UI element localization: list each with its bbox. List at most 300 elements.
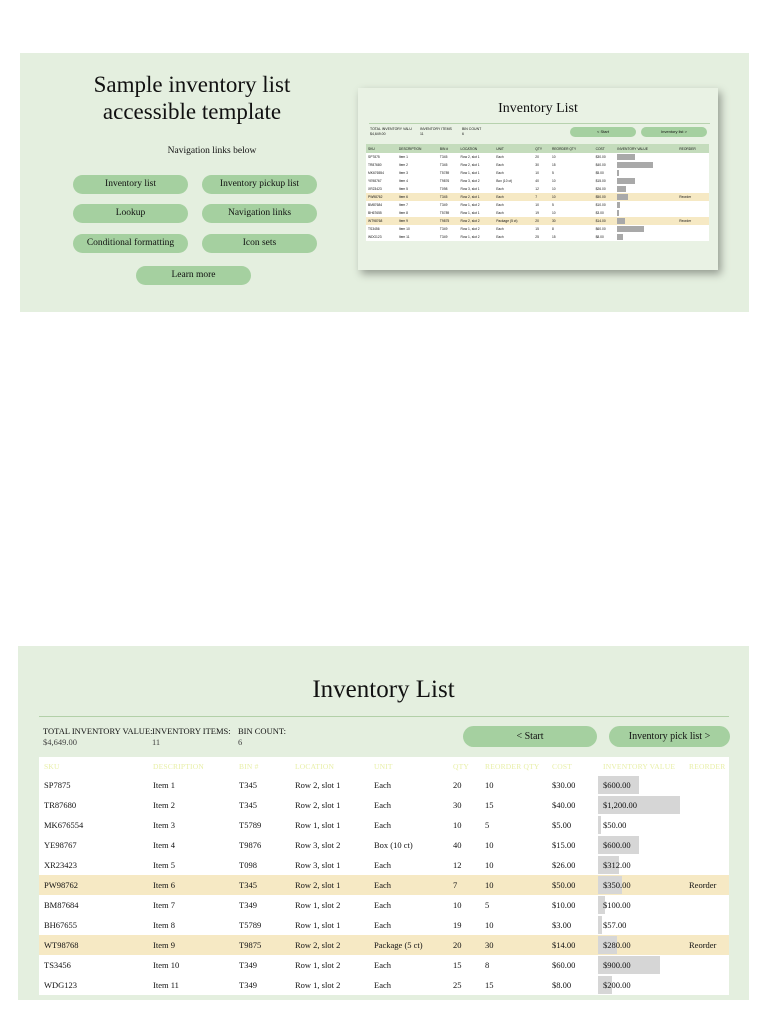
thumbnail-cell: TS3456 bbox=[368, 227, 380, 231]
thumbnail-reorder-cell: Reorder bbox=[679, 195, 692, 199]
table-row[interactable] bbox=[39, 955, 729, 975]
thumbnail-cell: $15.00 bbox=[595, 179, 606, 183]
cell-cost[interactable]: $14.00 bbox=[547, 935, 598, 955]
thumbnail-column-header: QTY bbox=[533, 144, 550, 153]
cell-inventory-value[interactable] bbox=[598, 815, 684, 835]
thumbnail-cell: $10.00 bbox=[595, 203, 606, 207]
cell-reorder[interactable] bbox=[684, 795, 729, 815]
start-button[interactable]: < Start bbox=[463, 726, 597, 747]
inventory-pick-list-button[interactable]: Inventory pick list > bbox=[609, 726, 730, 747]
cell-sku[interactable]: TR87680 bbox=[39, 795, 148, 815]
thumbnail-cell: T345 bbox=[439, 195, 448, 199]
thumbnail-cell: $50.00 bbox=[595, 195, 606, 199]
thumbnail-reorder-cell bbox=[677, 209, 709, 217]
cell-sku[interactable]: XR23423 bbox=[39, 855, 148, 875]
thumbnail-reorder-cell bbox=[677, 225, 709, 233]
cell-unit[interactable]: Each bbox=[369, 955, 448, 975]
cell-reorder-qty[interactable]: 10 bbox=[480, 875, 547, 895]
cell-reorder-qty[interactable]: 30 bbox=[480, 935, 547, 955]
thumbnail-cell: Row 1, slot 1 bbox=[460, 171, 480, 175]
cell-reorder[interactable] bbox=[684, 775, 729, 795]
cell-unit[interactable]: Each bbox=[369, 855, 448, 875]
thumbnail-cell: 10 bbox=[551, 179, 556, 183]
cell-inventory-value[interactable] bbox=[598, 935, 684, 955]
cell-description[interactable]: Item 6 bbox=[148, 875, 234, 895]
thumbnail-cell: Each bbox=[496, 235, 504, 239]
thumbnail-value-bar bbox=[617, 154, 635, 160]
thumbnail-value-bar bbox=[617, 194, 628, 200]
thumbnail-column-header: SKU bbox=[366, 144, 397, 153]
thumbnail-cell: Item 11 bbox=[398, 235, 410, 239]
cell-bin[interactable]: T345 bbox=[234, 775, 290, 795]
cell-cost[interactable]: $5.00 bbox=[547, 815, 598, 835]
thumbnail-value-bar bbox=[617, 210, 619, 216]
thumbnail-column-header: REORDER QTY bbox=[550, 144, 594, 153]
column-header-qty[interactable]: QTY bbox=[448, 757, 480, 775]
cell-inventory-value[interactable] bbox=[598, 835, 684, 855]
thumbnail-cell: 40 bbox=[535, 179, 539, 183]
cell-inventory-value[interactable] bbox=[598, 775, 684, 795]
inventory-value-text: $600.00 bbox=[603, 780, 631, 790]
thumbnail-cell: T349 bbox=[439, 227, 448, 231]
table-row[interactable] bbox=[39, 855, 729, 875]
thumbnail-cell: PW98762 bbox=[368, 195, 383, 199]
table-row[interactable] bbox=[39, 915, 729, 935]
cell-inventory-value[interactable] bbox=[598, 915, 684, 935]
page-title: Inventory List bbox=[312, 676, 455, 703]
thumbnail-cell: Item 2 bbox=[398, 163, 409, 167]
thumbnail-reorder-cell bbox=[677, 233, 709, 241]
thumbnail-column-header: COST bbox=[594, 144, 616, 153]
cell-sku[interactable]: BM87684 bbox=[39, 895, 148, 915]
thumbnail-cell: WT98768 bbox=[368, 219, 383, 223]
thumbnail-value-cell bbox=[615, 185, 677, 193]
cell-reorder-qty[interactable]: 5 bbox=[480, 815, 547, 835]
thumbnail-cell: Row 3, slot 2 bbox=[460, 179, 480, 183]
cell-reorder-qty[interactable]: 15 bbox=[480, 795, 547, 815]
cell-location[interactable]: Row 2, slot 1 bbox=[290, 795, 369, 815]
thumbnail-row bbox=[366, 233, 709, 241]
thumbnail-row bbox=[366, 225, 709, 233]
table-row[interactable] bbox=[39, 775, 729, 795]
thumbnail-row bbox=[366, 169, 709, 177]
inventory-value-bar bbox=[598, 816, 601, 834]
thumbnail-cell: Item 4 bbox=[398, 179, 409, 183]
inventory-value-text: $50.00 bbox=[603, 820, 627, 830]
thumbnail-cell: 5 bbox=[551, 171, 554, 175]
title-divider bbox=[39, 716, 729, 717]
cell-bin[interactable]: T9876 bbox=[234, 835, 290, 855]
summary-label: BIN COUNT: bbox=[238, 726, 286, 736]
cell-cost[interactable]: $3.00 bbox=[547, 915, 598, 935]
cell-bin[interactable]: T345 bbox=[234, 875, 290, 895]
thumbnail-cell: Item 1 bbox=[398, 155, 409, 159]
thumbnail-reorder-cell bbox=[677, 169, 709, 177]
inventory-value-text: $900.00 bbox=[603, 960, 631, 970]
cell-unit[interactable]: Each bbox=[369, 975, 448, 995]
thumbnail-cell: $40.00 bbox=[595, 163, 606, 167]
thumbnail-divider bbox=[369, 123, 710, 124]
thumbnail-cell: Each bbox=[496, 195, 504, 199]
thumbnail-summary-total: TOTAL INVENTORY VALU $4,649.00 bbox=[370, 127, 412, 136]
thumbnail-row bbox=[366, 209, 709, 217]
cell-qty[interactable]: 30 bbox=[448, 795, 480, 815]
inventory-list-thumbnail bbox=[358, 88, 718, 270]
cell-reorder-qty[interactable]: 10 bbox=[480, 855, 547, 875]
cell-unit[interactable]: Each bbox=[369, 795, 448, 815]
thumbnail-cell: Item 9 bbox=[398, 219, 409, 223]
thumbnail-row bbox=[366, 201, 709, 209]
thumbnail-value-cell bbox=[615, 193, 677, 201]
thumbnail-reorder-cell bbox=[677, 153, 709, 161]
column-header-sku[interactable]: SKU bbox=[39, 757, 148, 775]
thumbnail-cell: Item 3 bbox=[398, 171, 409, 175]
cell-reorder-qty[interactable]: 5 bbox=[480, 895, 547, 915]
thumbnail-cell: Each bbox=[496, 163, 504, 167]
cell-reorder[interactable] bbox=[684, 975, 729, 995]
thumbnail-cell: Box (10 ct) bbox=[496, 179, 513, 183]
thumbnail-cell: $5.00 bbox=[595, 171, 604, 175]
thumbnail-cell: Each bbox=[496, 227, 504, 231]
summary-inventory-items bbox=[152, 726, 231, 748]
column-header-reorder[interactable]: REORDER bbox=[684, 757, 729, 775]
cell-cost[interactable]: $26.00 bbox=[547, 855, 598, 875]
thumbnail-cell: YE98767 bbox=[368, 179, 382, 183]
cell-sku[interactable]: PW98762 bbox=[39, 875, 148, 895]
summary-total-value bbox=[43, 726, 153, 748]
column-header-unit[interactable]: UNIT bbox=[369, 757, 448, 775]
cell-qty[interactable]: 20 bbox=[448, 935, 480, 955]
cell-description[interactable]: Item 7 bbox=[148, 895, 234, 915]
cell-reorder-qty[interactable]: 10 bbox=[480, 775, 547, 795]
cell-reorder[interactable] bbox=[684, 835, 729, 855]
thumbnail-cell: MK676554 bbox=[368, 171, 384, 175]
cell-cost[interactable]: $30.00 bbox=[547, 775, 598, 795]
cell-inventory-value[interactable] bbox=[598, 895, 684, 915]
thumbnail-cell: 20 bbox=[535, 155, 539, 159]
cell-sku[interactable]: MK676554 bbox=[39, 815, 148, 835]
cell-inventory-value[interactable] bbox=[598, 795, 684, 815]
cell-bin[interactable]: T349 bbox=[234, 975, 290, 995]
nav-button-conditional-formatting[interactable]: Conditional formatting bbox=[73, 234, 188, 253]
thumbnail-cell: T349 bbox=[439, 235, 448, 239]
thumbnail-value-cell bbox=[615, 161, 677, 169]
cell-qty[interactable]: 20 bbox=[448, 775, 480, 795]
thumbnail-reorder-cell bbox=[677, 201, 709, 209]
column-header-description[interactable]: DESCRIPTION bbox=[148, 757, 234, 775]
thumbnail-cell: BH67655 bbox=[368, 211, 382, 215]
cell-cost[interactable]: $10.00 bbox=[547, 895, 598, 915]
thumbnail-cell: WDG123 bbox=[368, 235, 382, 239]
cell-qty[interactable]: 40 bbox=[448, 835, 480, 855]
thumbnail-reorder-cell bbox=[677, 161, 709, 169]
thumbnail-cell: Row 2, slot 2 bbox=[460, 219, 480, 223]
thumbnail-summary-items: INVENTORY ITEMS 11 bbox=[420, 127, 452, 136]
thumbnail-cell: T349 bbox=[439, 203, 448, 207]
cell-bin[interactable]: T349 bbox=[234, 955, 290, 975]
thumbnail-cell: 15 bbox=[535, 227, 539, 231]
thumbnail-cell: T098 bbox=[439, 187, 448, 191]
thumbnail-cell: 30 bbox=[535, 163, 539, 167]
cell-reorder[interactable]: Reorder bbox=[684, 875, 729, 895]
thumbnail-cell: Item 7 bbox=[398, 203, 409, 207]
thumbnail-summary-bins: BIN COUNT 6 bbox=[462, 127, 482, 136]
thumbnail-start-button: < Start bbox=[570, 127, 636, 137]
nav-button-navigation-links[interactable]: Navigation links bbox=[202, 204, 317, 223]
column-header-inventory-value[interactable]: INVENTORY VALUE bbox=[598, 757, 684, 775]
cell-unit[interactable]: Each bbox=[369, 815, 448, 835]
thumbnail-value-cell bbox=[615, 233, 677, 241]
thumbnail-column-header: DESCRIPTION bbox=[397, 144, 438, 153]
summary-bin-count bbox=[238, 726, 286, 748]
thumbnail-cell: XR23423 bbox=[368, 187, 382, 191]
column-header-bin[interactable]: BIN # bbox=[234, 757, 290, 775]
summary-value: $4,649.00 bbox=[43, 737, 77, 747]
thumbnail-column-header: INVENTORY VALUE bbox=[615, 144, 677, 153]
thumbnail-value-bar bbox=[617, 202, 620, 208]
cell-unit[interactable]: Each bbox=[369, 895, 448, 915]
column-header-reorder-qty[interactable]: REORDER QTY bbox=[480, 757, 547, 775]
cell-reorder-qty[interactable]: 8 bbox=[480, 955, 547, 975]
thumbnail-cell: T5789 bbox=[439, 171, 450, 175]
inventory-value-text: $600.00 bbox=[603, 840, 631, 850]
thumbnail-title: Inventory List bbox=[498, 101, 578, 116]
inventory-value-text: $57.00 bbox=[603, 920, 627, 930]
thumbnail-row bbox=[366, 161, 709, 169]
inventory-value-text: $1,200.00 bbox=[603, 800, 637, 810]
thumbnail-value-cell bbox=[615, 201, 677, 209]
cell-sku[interactable]: BH67655 bbox=[39, 915, 148, 935]
cell-qty[interactable]: 10 bbox=[448, 815, 480, 835]
thumbnail-cell: 20 bbox=[535, 219, 539, 223]
learn-more-button[interactable]: Learn more bbox=[136, 266, 251, 285]
nav-button-inventory-list[interactable]: Inventory list bbox=[73, 175, 188, 194]
thumbnail-cell: $8.00 bbox=[595, 235, 604, 239]
thumbnail-row bbox=[366, 185, 709, 193]
thumbnail-column-header: LOCATION bbox=[459, 144, 495, 153]
thumbnail-cell: 10 bbox=[551, 187, 556, 191]
cell-location[interactable]: Row 1, slot 2 bbox=[290, 975, 369, 995]
thumbnail-cell: T9876 bbox=[439, 179, 450, 183]
cell-reorder[interactable] bbox=[684, 815, 729, 835]
thumbnail-column-header: BIN # bbox=[438, 144, 459, 153]
thumbnail-cell: T345 bbox=[439, 163, 448, 167]
thumbnail-value-bar bbox=[617, 170, 619, 176]
thumbnail-cell: Row 1, slot 2 bbox=[460, 235, 480, 239]
cell-unit[interactable]: Each bbox=[369, 875, 448, 895]
cell-sku[interactable]: SP7875 bbox=[39, 775, 148, 795]
thumbnail-cell: T5789 bbox=[439, 211, 450, 215]
thumbnail-reorder-cell bbox=[677, 177, 709, 185]
thumbnail-cell: 10 bbox=[535, 171, 539, 175]
cell-description[interactable]: Item 4 bbox=[148, 835, 234, 855]
column-header-cost[interactable]: COST bbox=[547, 757, 598, 775]
summary-value: 11 bbox=[152, 737, 161, 747]
table-row[interactable] bbox=[39, 895, 729, 915]
thumbnail-cell: Each bbox=[496, 155, 504, 159]
table-row[interactable] bbox=[39, 835, 729, 855]
thumbnail-row bbox=[366, 153, 709, 161]
thumbnail-cell: 12 bbox=[535, 187, 539, 191]
cell-bin[interactable]: T5789 bbox=[234, 815, 290, 835]
thumbnail-cell: 10 bbox=[551, 211, 556, 215]
thumbnail-cell: Package (5 ct) bbox=[496, 219, 518, 223]
cell-description[interactable]: Item 11 bbox=[148, 975, 234, 995]
cell-location[interactable]: Row 1, slot 1 bbox=[290, 815, 369, 835]
cell-qty[interactable]: 10 bbox=[448, 895, 480, 915]
thumbnail-value-cell bbox=[615, 177, 677, 185]
cell-description[interactable]: Item 9 bbox=[148, 935, 234, 955]
cell-unit[interactable]: Each bbox=[369, 915, 448, 935]
thumbnail-cell: Row 2, slot 1 bbox=[460, 163, 480, 167]
thumbnail-cell: 25 bbox=[535, 235, 539, 239]
cell-bin[interactable]: T5789 bbox=[234, 915, 290, 935]
cell-bin[interactable]: T349 bbox=[234, 895, 290, 915]
thumbnail-cell: 15 bbox=[551, 163, 556, 167]
cell-inventory-value[interactable] bbox=[598, 875, 684, 895]
table-row[interactable] bbox=[39, 975, 729, 995]
cell-location[interactable]: Row 2, slot 1 bbox=[290, 775, 369, 795]
cell-qty[interactable]: 19 bbox=[448, 915, 480, 935]
cell-sku[interactable]: YE98767 bbox=[39, 835, 148, 855]
cell-unit[interactable]: Box (10 ct) bbox=[369, 835, 448, 855]
thumbnail-cell: Item 8 bbox=[398, 211, 409, 215]
cell-location[interactable]: Row 3, slot 2 bbox=[290, 835, 369, 855]
thumbnail-cell: Row 1, slot 2 bbox=[460, 203, 480, 207]
thumbnail-column-header: UNIT bbox=[494, 144, 533, 153]
thumbnail-value-bar bbox=[617, 218, 625, 224]
thumbnail-cell: T345 bbox=[439, 155, 448, 159]
thumbnail-value-cell bbox=[615, 169, 677, 177]
thumbnail-cell: T9875 bbox=[439, 219, 450, 223]
thumbnail-cell: Row 1, slot 2 bbox=[460, 227, 480, 231]
thumbnail-cell: TR87680 bbox=[368, 163, 382, 167]
cover-card bbox=[20, 53, 749, 312]
table-row[interactable] bbox=[39, 935, 729, 955]
inventory-value-text: $280.00 bbox=[603, 940, 631, 950]
thumbnail-cell: $14.00 bbox=[595, 219, 606, 223]
cell-reorder[interactable] bbox=[684, 895, 729, 915]
cell-sku[interactable]: WT98768 bbox=[39, 935, 148, 955]
thumbnail-pick-list-button: Inventory list > bbox=[641, 127, 707, 137]
thumbnail-cell: Each bbox=[496, 187, 504, 191]
thumbnail-cell: $60.00 bbox=[595, 227, 606, 231]
cell-bin[interactable]: T098 bbox=[234, 855, 290, 875]
thumbnail-cell: 7 bbox=[535, 195, 538, 199]
cell-inventory-value[interactable] bbox=[598, 855, 684, 875]
thumbnail-cell: Row 2, slot 1 bbox=[460, 155, 480, 159]
cell-qty[interactable]: 7 bbox=[448, 875, 480, 895]
cell-description[interactable]: Item 2 bbox=[148, 795, 234, 815]
cell-description[interactable]: Item 1 bbox=[148, 775, 234, 795]
cell-description[interactable]: Item 8 bbox=[148, 915, 234, 935]
thumbnail-cell: Row 3, slot 1 bbox=[460, 187, 480, 191]
cell-reorder[interactable] bbox=[684, 915, 729, 935]
thumbnail-cell: $3.00 bbox=[595, 211, 604, 215]
inventory-table bbox=[39, 757, 729, 995]
cell-unit[interactable]: Package (5 ct) bbox=[369, 935, 448, 955]
thumbnail-cell: $30.00 bbox=[595, 155, 606, 159]
cell-reorder[interactable] bbox=[684, 955, 729, 975]
cell-location[interactable]: Row 3, slot 1 bbox=[290, 855, 369, 875]
cell-reorder-qty[interactable]: 10 bbox=[480, 835, 547, 855]
cell-description[interactable]: Item 10 bbox=[148, 955, 234, 975]
nav-button-icon-sets[interactable]: Icon sets bbox=[202, 234, 317, 253]
cell-cost[interactable]: $40.00 bbox=[547, 795, 598, 815]
thumbnail-column-header: REORDER bbox=[677, 144, 709, 153]
thumbnail-value-bar bbox=[617, 226, 644, 232]
summary-value: 6 bbox=[238, 737, 243, 747]
nav-button-lookup[interactable]: Lookup bbox=[73, 204, 188, 223]
thumbnail-cell: Item 5 bbox=[398, 187, 409, 191]
cell-bin[interactable]: T345 bbox=[234, 795, 290, 815]
inventory-value-text: $350.00 bbox=[603, 880, 631, 890]
thumbnail-cell: Each bbox=[496, 203, 504, 207]
cell-reorder-qty[interactable]: 10 bbox=[480, 915, 547, 935]
thumbnail-value-bar bbox=[617, 162, 653, 168]
thumbnail-cell: Each bbox=[496, 171, 504, 175]
cell-location[interactable]: Row 1, slot 2 bbox=[290, 955, 369, 975]
cell-qty[interactable]: 15 bbox=[448, 955, 480, 975]
thumbnail-cell: Item 10 bbox=[398, 227, 410, 231]
thumbnail-reorder-cell: Reorder bbox=[679, 219, 692, 223]
inventory-value-bar bbox=[598, 916, 602, 934]
thumbnail-cell: 5 bbox=[551, 203, 554, 207]
cell-cost[interactable]: $15.00 bbox=[547, 835, 598, 855]
thumbnail-value-bar bbox=[617, 234, 623, 240]
summary-label: INVENTORY ITEMS: bbox=[152, 726, 231, 736]
cell-location[interactable]: Row 2, slot 2 bbox=[290, 935, 369, 955]
cell-location[interactable]: Row 1, slot 1 bbox=[290, 915, 369, 935]
thumbnail-cell: Each bbox=[496, 211, 504, 215]
cell-qty[interactable]: 12 bbox=[448, 855, 480, 875]
cell-reorder-qty[interactable]: 15 bbox=[480, 975, 547, 995]
cell-reorder[interactable]: Reorder bbox=[684, 935, 729, 955]
inventory-value-text: $312.00 bbox=[603, 860, 631, 870]
thumbnail-row bbox=[366, 193, 709, 201]
thumbnail-cell: 30 bbox=[551, 219, 556, 223]
cell-cost[interactable]: $8.00 bbox=[547, 975, 598, 995]
inventory-value-text: $200.00 bbox=[603, 980, 631, 990]
cell-description[interactable]: Item 5 bbox=[148, 855, 234, 875]
cell-cost[interactable]: $50.00 bbox=[547, 875, 598, 895]
cell-sku[interactable]: WDG123 bbox=[39, 975, 148, 995]
column-header-location[interactable]: LOCATION bbox=[290, 757, 369, 775]
cell-reorder[interactable] bbox=[684, 855, 729, 875]
table-row[interactable] bbox=[39, 875, 729, 895]
thumbnail-value-bar bbox=[617, 178, 635, 184]
cell-unit[interactable]: Each bbox=[369, 775, 448, 795]
thumbnail-row bbox=[366, 177, 709, 185]
thumbnail-value-cell bbox=[615, 153, 677, 161]
thumbnail-cell: 10 bbox=[535, 203, 539, 207]
cell-inventory-value[interactable] bbox=[598, 955, 684, 975]
thumbnail-row bbox=[366, 217, 709, 225]
table-row[interactable] bbox=[39, 815, 729, 835]
cell-description[interactable]: Item 3 bbox=[148, 815, 234, 835]
cell-inventory-value[interactable] bbox=[598, 975, 684, 995]
table-row[interactable] bbox=[39, 795, 729, 815]
nav-caption: Navigation links below bbox=[167, 146, 257, 156]
thumbnail-cell: Item 6 bbox=[398, 195, 409, 199]
cell-location[interactable]: Row 2, slot 1 bbox=[290, 875, 369, 895]
cell-cost[interactable]: $60.00 bbox=[547, 955, 598, 975]
cell-bin[interactable]: T9875 bbox=[234, 935, 290, 955]
cell-qty[interactable]: 25 bbox=[448, 975, 480, 995]
nav-button-inventory-pickup-list[interactable]: Inventory pickup list bbox=[202, 175, 317, 194]
cell-sku[interactable]: TS3456 bbox=[39, 955, 148, 975]
cell-location[interactable]: Row 1, slot 2 bbox=[290, 895, 369, 915]
